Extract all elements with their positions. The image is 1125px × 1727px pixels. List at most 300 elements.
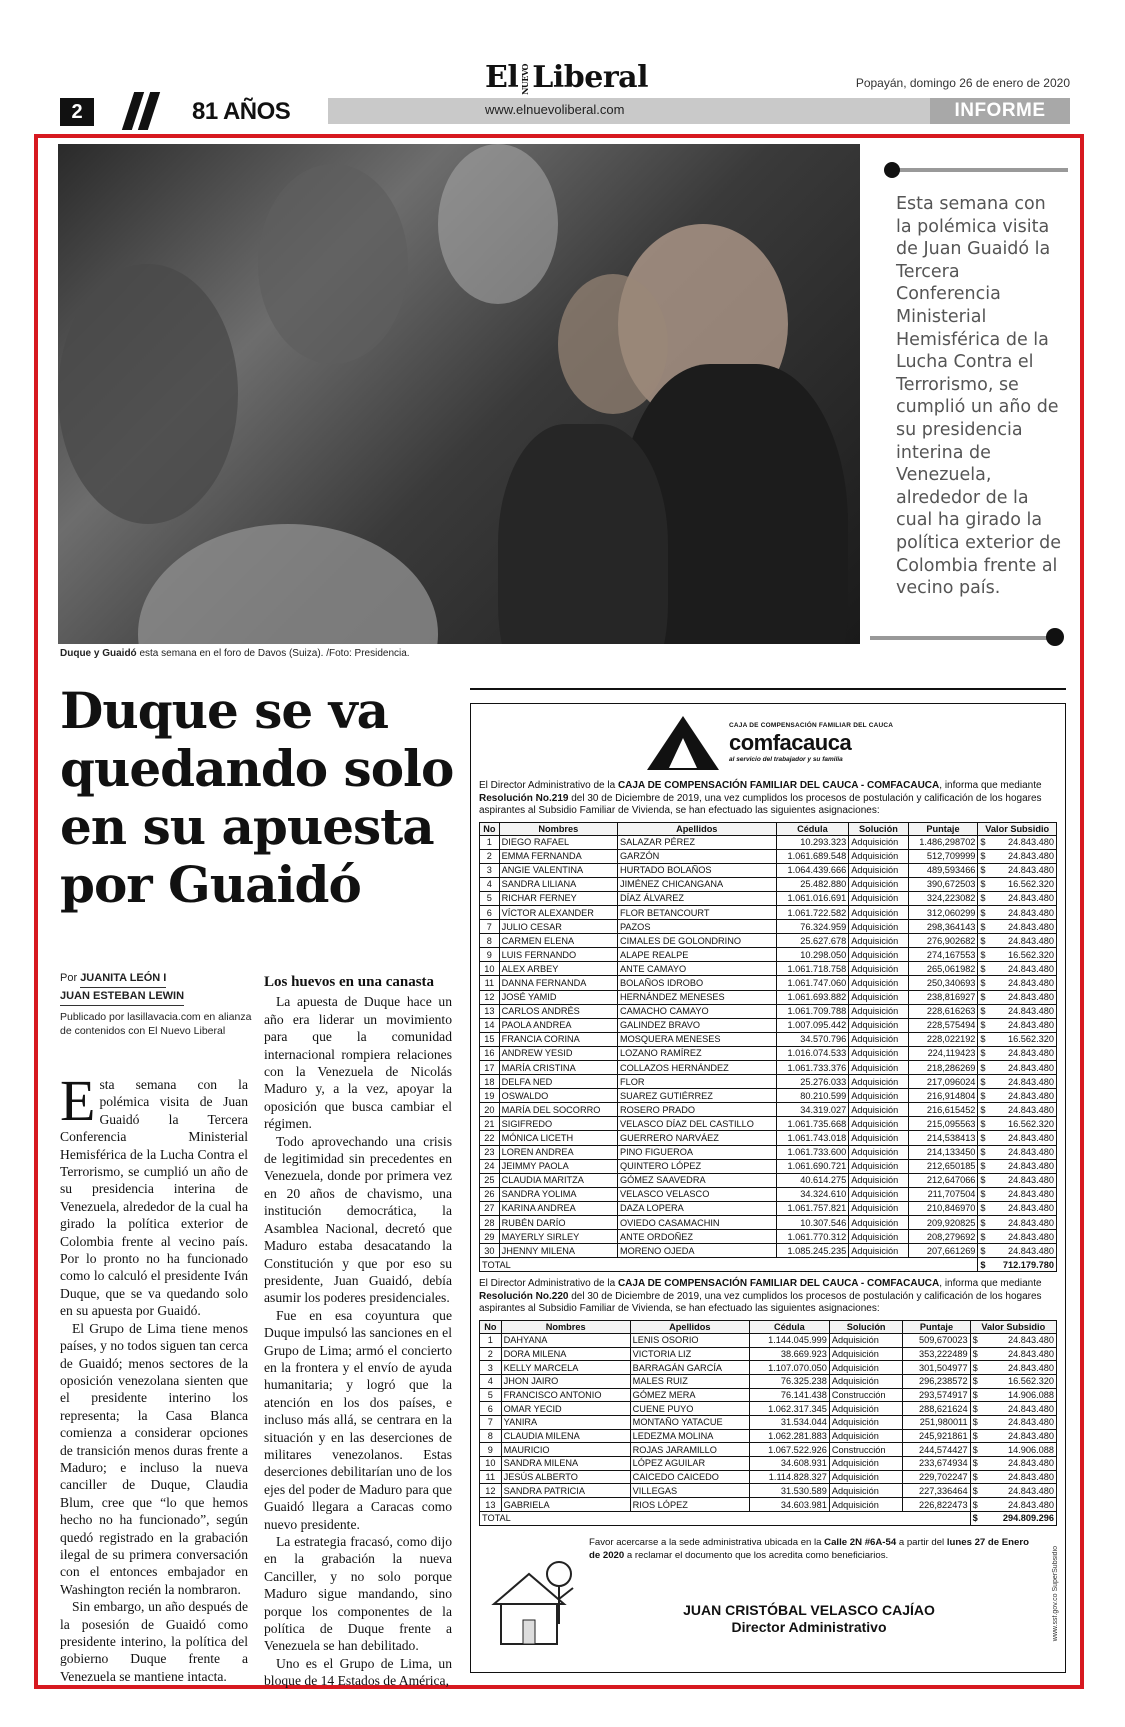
solution-type: Adquisición bbox=[849, 1004, 908, 1018]
row-number: 10 bbox=[480, 962, 500, 976]
row-number: 6 bbox=[480, 1402, 502, 1416]
row-number: 19 bbox=[480, 1089, 500, 1103]
id-number: 25.482.880 bbox=[776, 877, 849, 891]
subsidy-value bbox=[978, 990, 1057, 1004]
comfacauca-notice bbox=[470, 703, 1066, 1673]
last-names: BOLAÑOS IDROBO bbox=[617, 976, 776, 990]
paragraph bbox=[60, 1068, 248, 1320]
subsidy-value bbox=[978, 877, 1057, 891]
value-text: 24.843.480 bbox=[1008, 1217, 1054, 1228]
score: 214,133450 bbox=[908, 1145, 978, 1159]
row-number: 24 bbox=[480, 1159, 500, 1173]
column-header: Nombres bbox=[501, 1320, 630, 1333]
section-label: INFORME bbox=[930, 98, 1070, 124]
subsidy-value bbox=[970, 1402, 1056, 1416]
id-number: 1.061.689.548 bbox=[776, 849, 849, 863]
first-names: MAYERLY SIRLEY bbox=[499, 1230, 617, 1244]
first-names: OMAR YECID bbox=[501, 1402, 630, 1416]
value-text: 24.843.480 bbox=[1008, 977, 1054, 988]
row-number: 11 bbox=[480, 976, 500, 990]
solution-type: Adquisición bbox=[829, 1484, 903, 1498]
currency-sign: $ bbox=[972, 1376, 978, 1387]
table-row bbox=[480, 1402, 1057, 1416]
subsidy-value bbox=[978, 976, 1057, 990]
currency-sign: $ bbox=[980, 1104, 986, 1115]
article-column-2 bbox=[264, 974, 452, 1690]
value-text: 24.843.480 bbox=[1008, 1006, 1054, 1017]
row-number: 2 bbox=[480, 1347, 502, 1361]
last-names: JIMÉNEZ CHICANGANA bbox=[617, 877, 776, 891]
column-header: Valor Subsidio bbox=[978, 822, 1057, 835]
article-photo bbox=[58, 144, 860, 644]
score: 228,022192 bbox=[908, 1032, 978, 1046]
website-link[interactable]: www.elnuevoliberal.com bbox=[485, 102, 625, 117]
last-names: CIMALES DE GOLONDRINO bbox=[617, 934, 776, 948]
last-names: FLOR BETANCOURT bbox=[617, 905, 776, 919]
row-number: 29 bbox=[480, 1230, 500, 1244]
value-text: 16.562.320 bbox=[1008, 1034, 1054, 1045]
row-number: 14 bbox=[480, 1018, 500, 1032]
first-names: FRANCISCO ANTONIO bbox=[501, 1388, 630, 1402]
last-names: ANTE CAMAYO bbox=[617, 962, 776, 976]
last-names: SUAREZ GUTIÉRREZ bbox=[617, 1089, 776, 1103]
table-row bbox=[480, 905, 1057, 919]
currency-sign: $ bbox=[980, 1090, 986, 1101]
id-number: 25.276.033 bbox=[776, 1075, 849, 1089]
last-names: GÓMEZ MERA bbox=[630, 1388, 749, 1402]
row-number: 17 bbox=[480, 1061, 500, 1075]
subsidy-value bbox=[978, 1089, 1057, 1103]
note-address: Calle 2N #6A-54 bbox=[824, 1536, 897, 1548]
score: 215,095563 bbox=[908, 1117, 978, 1131]
pullquote-dot bbox=[884, 162, 900, 178]
subsidy-value bbox=[978, 891, 1057, 905]
table-row bbox=[480, 1388, 1057, 1402]
score: 512,709999 bbox=[908, 849, 978, 863]
last-names: LÓPEZ AGUILAR bbox=[630, 1457, 749, 1471]
currency-sign: $ bbox=[972, 1444, 978, 1455]
table-row bbox=[480, 1484, 1057, 1498]
solution-type: Adquisición bbox=[849, 1075, 908, 1089]
solution-type: Adquisición bbox=[849, 1244, 908, 1258]
first-names: ANDREW YESID bbox=[499, 1046, 617, 1060]
first-names: CLAUDIA MARITZA bbox=[499, 1173, 617, 1187]
subsidy-value bbox=[978, 1131, 1057, 1145]
value-text: 24.843.480 bbox=[1008, 1076, 1054, 1087]
currency-sign: $ bbox=[980, 1006, 986, 1017]
table-row bbox=[480, 863, 1057, 877]
value-text: 24.843.480 bbox=[1008, 1133, 1054, 1144]
currency-sign: $ bbox=[980, 977, 986, 988]
intro-text: El Director Administrativo de la bbox=[479, 1278, 618, 1290]
pullquote-rule-top bbox=[888, 168, 1068, 172]
column-header: Nombres bbox=[499, 822, 617, 835]
currency-sign: $ bbox=[972, 1390, 978, 1400]
score: 245,921861 bbox=[903, 1429, 970, 1443]
currency-sign: $ bbox=[980, 879, 986, 890]
subsidy-value bbox=[978, 863, 1057, 877]
value-text: 16.562.320 bbox=[1008, 949, 1054, 960]
id-number: 10.293.323 bbox=[776, 835, 849, 849]
id-number: 34.603.981 bbox=[749, 1498, 829, 1512]
value-text: 24.843.480 bbox=[1008, 1245, 1054, 1256]
currency-sign: $ bbox=[972, 1458, 978, 1469]
value-text: 16.562.320 bbox=[1008, 1118, 1054, 1129]
row-number: 1 bbox=[480, 1333, 502, 1347]
score: 217,096024 bbox=[908, 1075, 978, 1089]
signer-title: Director Administrativo bbox=[731, 1618, 887, 1635]
subsidy-value bbox=[978, 849, 1057, 863]
last-names: CUENE PUYO bbox=[630, 1402, 749, 1416]
logo-org: CAJA DE COMPENSACIÓN FAMILIAR DEL CAUCA bbox=[729, 722, 894, 729]
row-number: 26 bbox=[480, 1187, 500, 1201]
page-header bbox=[60, 60, 1070, 130]
currency-sign: $ bbox=[980, 893, 986, 904]
subsidy-value bbox=[978, 1216, 1057, 1230]
solution-type: Adquisición bbox=[829, 1498, 903, 1512]
id-number: 1.114.828.327 bbox=[749, 1470, 829, 1484]
score: 244,574427 bbox=[903, 1443, 970, 1457]
currency-sign: $ bbox=[980, 1259, 986, 1270]
caption-bold: Duque y Guaidó bbox=[60, 648, 137, 659]
id-number: 1.061.733.600 bbox=[776, 1145, 849, 1159]
first-names: RUBÉN DARÍO bbox=[499, 1216, 617, 1230]
solution-type: Adquisición bbox=[849, 891, 908, 905]
score: 218,286269 bbox=[908, 1061, 978, 1075]
score: 208,279692 bbox=[908, 1230, 978, 1244]
currency-sign: $ bbox=[980, 907, 986, 918]
last-names: GUERRERO NARVÁEZ bbox=[617, 1131, 776, 1145]
subsidy-value bbox=[970, 1361, 1056, 1375]
row-number: 7 bbox=[480, 920, 500, 934]
value-text: 24.843.480 bbox=[1008, 1417, 1054, 1428]
solution-type: Adquisición bbox=[849, 1173, 908, 1187]
supersubsidio-credit: www.ssf.gov.co SuperSubsidio bbox=[1052, 1545, 1059, 1641]
total-label: TOTAL bbox=[480, 1511, 971, 1525]
score: 274,167553 bbox=[908, 948, 978, 962]
table-row bbox=[480, 1374, 1057, 1388]
last-names: OVIEDO CASAMACHIN bbox=[617, 1216, 776, 1230]
table-row bbox=[480, 1347, 1057, 1361]
solution-type: Adquisición bbox=[849, 1061, 908, 1075]
id-number: 1.061.690.721 bbox=[776, 1159, 849, 1173]
subsidy-value bbox=[978, 1046, 1057, 1060]
subsidy-value bbox=[978, 1145, 1057, 1159]
subsidy-table-219 bbox=[479, 822, 1057, 1273]
first-names: EMMA FERNANDA bbox=[499, 849, 617, 863]
score: 212,650185 bbox=[908, 1159, 978, 1173]
signer-name: JUAN CRISTÓBAL VELASCO CAJÍAO bbox=[683, 1601, 935, 1618]
id-number: 40.614.275 bbox=[776, 1173, 849, 1187]
value-text: 24.843.480 bbox=[1008, 1175, 1054, 1186]
pickup-note bbox=[589, 1536, 1029, 1562]
page-number: 2 bbox=[60, 98, 94, 126]
row-number: 7 bbox=[480, 1416, 502, 1430]
currency-sign: $ bbox=[972, 1403, 978, 1414]
last-names: ANTE ORDOÑEZ bbox=[617, 1230, 776, 1244]
byline-note: Publicado por lasillavacia.com en alianza de contenidos con El Nuevo Liberal bbox=[60, 1011, 252, 1037]
value-text: 16.562.320 bbox=[1008, 1376, 1054, 1387]
photo-figure bbox=[58, 264, 238, 524]
score: 301,504977 bbox=[903, 1361, 970, 1375]
row-number: 23 bbox=[480, 1145, 500, 1159]
first-names: PAOLA ANDREA bbox=[499, 1018, 617, 1032]
column-header: No bbox=[480, 822, 500, 835]
paragraph: El Grupo de Lima tiene menos países, y no todos siguen tan cerca de Guaidó; menos sectores de la oposición venezolana sienten que el presidente interino los representa; la Casa Blanca comienza a considerar opciones de transición menos duras frente a Maduro; e incluso la nueva canciller de Duque, Claudia Blum, cree que “lo que hemos hecho no ha funcionado”, según quedó registrado en la grabación ilegal de su primera conversación con el entonces embajador en Washington recién la nombraron. bbox=[60, 1320, 248, 1597]
value-text: 24.843.480 bbox=[1008, 1020, 1054, 1031]
last-names: DAZA LOPERA bbox=[617, 1201, 776, 1215]
row-number: 8 bbox=[480, 934, 500, 948]
intro-text: del 30 de Diciembre de 2019, una vez cumplidos los procesos de postulación y calificación de los hogares aspirantes al Subsidio Familiar de Vivienda, se han efectuado las siguientes asignaciones: bbox=[479, 792, 1042, 816]
value-text: 24.843.480 bbox=[1008, 1161, 1054, 1172]
note-text: a reclamar el documento que los acredita como beneficiarios. bbox=[624, 1549, 889, 1561]
table-row bbox=[480, 1103, 1057, 1117]
first-names: JHON JAIRO bbox=[501, 1374, 630, 1388]
id-number: 10.298.050 bbox=[776, 948, 849, 962]
first-names: JESÚS ALBERTO bbox=[501, 1470, 630, 1484]
solution-type: Adquisición bbox=[829, 1457, 903, 1471]
id-number: 38.669.923 bbox=[749, 1347, 829, 1361]
value-text: 24.843.480 bbox=[1008, 1431, 1054, 1442]
solution-type: Adquisición bbox=[849, 948, 908, 962]
score: 214,538413 bbox=[908, 1131, 978, 1145]
table-row bbox=[480, 1416, 1057, 1430]
table-row bbox=[480, 1145, 1057, 1159]
score: 238,816927 bbox=[908, 990, 978, 1004]
solution-type: Adquisición bbox=[849, 1159, 908, 1173]
last-names: CAICEDO CAICEDO bbox=[630, 1470, 749, 1484]
solution-type: Adquisición bbox=[849, 920, 908, 934]
last-names: LOZANO RAMÍREZ bbox=[617, 1046, 776, 1060]
last-names: VELASCO DÍAZ DEL CASTILLO bbox=[617, 1117, 776, 1131]
value-text: 14.906.088 bbox=[1008, 1444, 1054, 1455]
byline-prefix: Por bbox=[60, 972, 81, 984]
first-names: DANNA FERNANDA bbox=[499, 976, 617, 990]
value-text: 24.843.480 bbox=[1008, 1090, 1054, 1101]
id-number: 1.061.747.060 bbox=[776, 976, 849, 990]
id-number: 1.061.733.376 bbox=[776, 1061, 849, 1075]
first-names: ANGIE VALENTINA bbox=[499, 863, 617, 877]
table-row bbox=[480, 1089, 1057, 1103]
solution-type: Adquisición bbox=[829, 1374, 903, 1388]
table-row bbox=[480, 891, 1057, 905]
currency-sign: $ bbox=[972, 1335, 978, 1346]
subsidy-value bbox=[978, 1244, 1057, 1258]
column-header: Solución bbox=[849, 822, 908, 835]
currency-sign: $ bbox=[972, 1431, 978, 1442]
resolution-number: Resolución No.220 bbox=[479, 1290, 569, 1302]
first-names: JULIO CESAR bbox=[499, 920, 617, 934]
row-number: 9 bbox=[480, 1443, 502, 1457]
first-names: FRANCIA CORINA bbox=[499, 1032, 617, 1046]
value-text: 24.843.480 bbox=[1008, 1403, 1054, 1414]
value-text: 24.843.480 bbox=[1008, 1189, 1054, 1200]
subsidy-value bbox=[970, 1443, 1056, 1457]
currency-sign: $ bbox=[980, 1231, 986, 1242]
solution-type: Adquisición bbox=[849, 1117, 908, 1131]
last-names: FLOR bbox=[617, 1075, 776, 1089]
currency-sign: $ bbox=[972, 1485, 978, 1496]
table-row bbox=[480, 1032, 1057, 1046]
total-amount: 294.809.296 bbox=[1002, 1513, 1054, 1524]
last-names: CAMACHO CAMAYO bbox=[617, 1004, 776, 1018]
intro-text: , informa que mediante bbox=[939, 1278, 1042, 1290]
currency-sign: $ bbox=[980, 1076, 986, 1087]
table-row bbox=[480, 990, 1057, 1004]
column-header: No bbox=[480, 1320, 502, 1333]
score: 489,593466 bbox=[908, 863, 978, 877]
last-names: MONTAÑO YATACUE bbox=[630, 1416, 749, 1430]
photo-figure bbox=[498, 424, 668, 644]
id-number: 76.325.238 bbox=[749, 1374, 829, 1388]
row-number: 13 bbox=[480, 1004, 500, 1018]
value-text: 24.843.480 bbox=[1008, 1104, 1054, 1115]
last-names: PAZOS bbox=[617, 920, 776, 934]
id-number: 1.062.317.345 bbox=[749, 1402, 829, 1416]
currency-sign: $ bbox=[980, 1245, 986, 1256]
last-names: GÓMEZ SAAVEDRA bbox=[617, 1173, 776, 1187]
resolution-intro-219 bbox=[479, 780, 1057, 818]
first-names: MAURICIO bbox=[501, 1443, 630, 1457]
table-row bbox=[480, 1470, 1057, 1484]
row-number: 3 bbox=[480, 1361, 502, 1375]
subsidy-value bbox=[970, 1498, 1056, 1512]
subsidy-value bbox=[970, 1457, 1056, 1471]
score: 211,707504 bbox=[908, 1187, 978, 1201]
column-header: Solución bbox=[829, 1320, 903, 1333]
subsidy-value bbox=[978, 920, 1057, 934]
first-names: ALEX ARBEY bbox=[499, 962, 617, 976]
id-number: 1.061.770.312 bbox=[776, 1230, 849, 1244]
note-text: Favor acercarse a la sede administrativa ubicada en la bbox=[589, 1536, 825, 1548]
currency-sign: $ bbox=[980, 1118, 986, 1129]
table-row bbox=[480, 1230, 1057, 1244]
score: 296,238572 bbox=[903, 1374, 970, 1388]
score: 1.486,298702 bbox=[908, 835, 978, 849]
value-text: 14.906.088 bbox=[1008, 1390, 1054, 1400]
photo-figure bbox=[438, 144, 558, 304]
currency-sign: $ bbox=[980, 837, 986, 848]
id-number: 1.061.722.582 bbox=[776, 905, 849, 919]
paragraph: La apuesta de Duque hace un año era liderar un movimiento para que la comunidad internacional rompiera relaciones con la Venezuela de Nicolás Maduro y, a la vez, apoyar la oposición que busca cambiar el régimen. bbox=[264, 994, 452, 1132]
subsidy-value bbox=[978, 835, 1057, 849]
row-number: 5 bbox=[480, 1388, 502, 1402]
anniversary-label: 81 AÑOS bbox=[192, 98, 291, 125]
subsidy-value bbox=[978, 1187, 1057, 1201]
table-row bbox=[480, 1061, 1057, 1075]
row-number: 20 bbox=[480, 1103, 500, 1117]
newspaper-logo[interactable] bbox=[485, 60, 648, 95]
currency-sign: $ bbox=[972, 1513, 978, 1524]
total-value bbox=[970, 1511, 1056, 1525]
subsidy-value bbox=[978, 934, 1057, 948]
value-text: 24.843.480 bbox=[1008, 1458, 1054, 1469]
row-number: 3 bbox=[480, 863, 500, 877]
table-row bbox=[480, 835, 1057, 849]
first-names: KARINA ANDREA bbox=[499, 1201, 617, 1215]
total-label: TOTAL bbox=[480, 1258, 978, 1272]
paragraph: Fue en esa coyuntura que Duque impulsó las sanciones en el Grupo de Lima; armó el concierto en la frontera y el envío de ayuda humanitaria; y logró que la atención en los dos países, e incluso más allá, se centrara en la situación y en las deserciones de militares venezolanos. Estas deserciones debilitarían uno de los ejes del poder de Maduro para que Guaidó llegara a Caracas como nuevo presidente. bbox=[264, 1307, 452, 1532]
table-row bbox=[480, 1004, 1057, 1018]
table-row bbox=[480, 934, 1057, 948]
currency-sign: $ bbox=[980, 1189, 986, 1200]
solution-type: Adquisición bbox=[849, 1103, 908, 1117]
first-names: RICHAR FERNEY bbox=[499, 891, 617, 905]
value-text: 24.843.480 bbox=[1008, 1472, 1054, 1483]
last-names: SALAZAR PÉREZ bbox=[617, 835, 776, 849]
score: 251,980011 bbox=[903, 1416, 970, 1430]
last-names: MORENO OJEDA bbox=[617, 1244, 776, 1258]
table-row bbox=[480, 1216, 1057, 1230]
score: 298,364143 bbox=[908, 920, 978, 934]
row-number: 27 bbox=[480, 1201, 500, 1215]
table-row bbox=[480, 962, 1057, 976]
currency-sign: $ bbox=[972, 1472, 978, 1483]
first-names: LUIS FERNANDO bbox=[499, 948, 617, 962]
photo-figure bbox=[138, 524, 438, 644]
id-number: 1.061.693.882 bbox=[776, 990, 849, 1004]
triangle-logo-inner bbox=[669, 738, 697, 768]
solution-type: Adquisición bbox=[849, 1216, 908, 1230]
subsidy-value bbox=[978, 1117, 1057, 1131]
id-number: 34.608.931 bbox=[749, 1457, 829, 1471]
score: 229,702247 bbox=[903, 1470, 970, 1484]
first-names: SANDRA MILENA bbox=[501, 1457, 630, 1471]
last-names: COLLAZOS HERNÁNDEZ bbox=[617, 1061, 776, 1075]
paragraph: La estrategia fracasó, como dijo en la grabación la nueva Canciller, y no solo porque Maduro sigue mandando, sino porque los componentes de la política de Duque frente a Venezuela se han debilitado. bbox=[264, 1534, 452, 1654]
id-number: 10.307.546 bbox=[776, 1216, 849, 1230]
currency-sign: $ bbox=[980, 1034, 986, 1045]
paragraph: Sin embargo, un año después de la posesión de Guaidó como presidente interino, la política del gobierno Duque frente a Venezuela se mantiene intacta. bbox=[60, 1599, 248, 1684]
value-text: 24.843.480 bbox=[1008, 1362, 1054, 1373]
currency-sign: $ bbox=[980, 1133, 986, 1144]
first-names: SANDRA PATRICIA bbox=[501, 1484, 630, 1498]
table-row bbox=[480, 1117, 1057, 1131]
value-text: 24.843.480 bbox=[1008, 935, 1054, 946]
currency-sign: $ bbox=[980, 992, 986, 1003]
id-number: 76.141.438 bbox=[749, 1388, 829, 1402]
currency-sign: $ bbox=[980, 1203, 986, 1214]
id-number: 1.061.743.018 bbox=[776, 1131, 849, 1145]
currency-sign: $ bbox=[980, 851, 986, 862]
value-text: 24.843.480 bbox=[1008, 837, 1054, 848]
value-text: 24.843.480 bbox=[1008, 1062, 1054, 1073]
solution-type: Adquisición bbox=[829, 1429, 903, 1443]
column-header: Valor Subsidio bbox=[970, 1320, 1056, 1333]
first-names: JHENNY MILENA bbox=[499, 1244, 617, 1258]
column-header: Apellidos bbox=[630, 1320, 749, 1333]
row-number: 18 bbox=[480, 1075, 500, 1089]
score: 276,902682 bbox=[908, 934, 978, 948]
id-number: 25.627.678 bbox=[776, 934, 849, 948]
first-names: SANDRA LILIANA bbox=[499, 877, 617, 891]
table-row bbox=[480, 1457, 1057, 1471]
solution-type: Adquisición bbox=[849, 1201, 908, 1215]
row-number: 21 bbox=[480, 1117, 500, 1131]
last-names: BARRAGÁN GARCÍA bbox=[630, 1361, 749, 1375]
value-text: 24.843.480 bbox=[1008, 992, 1054, 1003]
first-names: DIEGO RAFAEL bbox=[499, 835, 617, 849]
id-number: 31.534.044 bbox=[749, 1416, 829, 1430]
id-number: 1.067.522.926 bbox=[749, 1443, 829, 1457]
solution-type: Adquisición bbox=[829, 1416, 903, 1430]
currency-sign: $ bbox=[972, 1417, 978, 1428]
subsidy-table-220 bbox=[479, 1320, 1057, 1526]
table-row bbox=[480, 948, 1057, 962]
solution-type: Adquisición bbox=[829, 1402, 903, 1416]
solution-type: Adquisición bbox=[849, 1187, 908, 1201]
first-names: YANIRA bbox=[501, 1416, 630, 1430]
